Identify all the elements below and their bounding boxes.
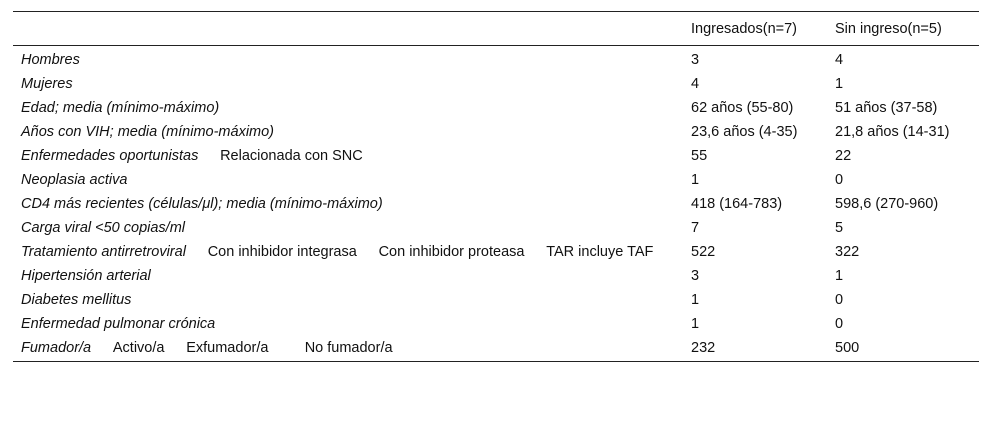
row-label: Carga viral <50 copias/ml — [21, 220, 186, 236]
row-label-cell — [13, 312, 683, 336]
row-label-cell — [13, 168, 683, 192]
row-label: Años con VIH; media (mínimo-máximo) — [21, 124, 275, 140]
row-label: Tratamiento antirretroviral — [21, 244, 186, 260]
row-label-cell — [13, 240, 683, 264]
ingresados-value: 1 — [691, 292, 700, 308]
row-label: Diabetes mellitus — [21, 292, 132, 308]
table-row — [13, 46, 979, 73]
sin-ingreso-value: 51 años (37-58) — [835, 100, 938, 116]
row-label: Enfermedades oportunistas — [21, 148, 199, 164]
sin-ingreso-value: 598,6 (270-960) — [835, 196, 939, 212]
row-sublabel: Relacionada con SNC — [220, 148, 363, 164]
sin-ingreso-value: 1 — [835, 268, 844, 284]
sin-ingreso-value: 500 — [827, 336, 979, 362]
row-label-cell — [13, 264, 683, 288]
ingresados-value: 3 — [691, 52, 700, 68]
table-row — [13, 168, 979, 192]
ingresados-value: 1 — [691, 172, 700, 188]
row-label-cell — [13, 336, 683, 362]
table-row — [13, 216, 979, 240]
table-row — [13, 192, 979, 216]
row-label-cell — [13, 144, 683, 168]
table-row — [13, 336, 979, 362]
row-label-cell — [13, 46, 683, 73]
data-table — [13, 11, 979, 362]
row-label: Hipertensión arterial — [21, 268, 151, 284]
ingresados-value: 3 — [691, 268, 700, 284]
table-row — [13, 264, 979, 288]
table-header — [13, 12, 979, 46]
row-label-cell — [13, 120, 683, 144]
table-row — [13, 312, 979, 336]
ingresados-value: 1 — [691, 316, 700, 332]
header-row — [13, 12, 979, 46]
row-sublabel: Exfumador/a — [186, 340, 269, 356]
ingresados-value: 7 — [691, 220, 700, 236]
row-label-cell — [13, 96, 683, 120]
sin-ingreso-value: 21,8 años (14-31) — [835, 124, 950, 140]
table-row — [13, 72, 979, 96]
row-label: Edad; media (mínimo-máximo) — [21, 100, 220, 116]
row-label-cell — [13, 72, 683, 96]
table-row — [13, 120, 979, 144]
sin-ingreso-value: 322 — [835, 244, 860, 260]
header-cell-ingresados: Ingresados(n=7) — [683, 12, 827, 46]
table-row — [13, 144, 979, 168]
header-cell-sin-ingreso: Sin ingreso(n=5) — [827, 12, 979, 46]
row-label: CD4 más recientes (células/μl); media (mínimo-máximo) — [21, 196, 383, 212]
table-row — [13, 96, 979, 120]
sin-ingreso-value: 0 — [835, 292, 844, 308]
row-label: Neoplasia activa — [21, 172, 128, 188]
ingresados-value: 62 años (55-80) — [691, 100, 794, 116]
row-sublabel: Activo/a — [112, 340, 165, 356]
ingresados-value: 418 (164-783) — [691, 196, 783, 212]
sin-ingreso-value: 1 — [835, 76, 844, 92]
ingresados-value: 4 — [691, 76, 700, 92]
row-sublabel: No fumador/a — [304, 340, 393, 356]
table-body — [13, 46, 979, 362]
row-sublabel: Con inhibidor proteasa — [378, 244, 525, 260]
row-label: Hombres — [21, 52, 80, 68]
ingresados-value: 522 — [691, 244, 716, 260]
sin-ingreso-value: 0 — [835, 172, 844, 188]
row-label-cell — [13, 192, 683, 216]
row-label-cell — [13, 288, 683, 312]
header-cell-empty — [13, 12, 683, 46]
row-sublabel: Con inhibidor integrasa — [207, 244, 357, 260]
sin-ingreso-value: 22 — [835, 148, 852, 164]
ingresados-value: 232 — [683, 336, 827, 362]
row-label: Enfermedad pulmonar crónica — [21, 316, 216, 332]
row-label: Fumador/a — [21, 340, 92, 356]
row-label-cell — [13, 216, 683, 240]
table-row — [13, 288, 979, 312]
row-label: Mujeres — [21, 76, 73, 92]
row-sublabel: TAR incluye TAF — [546, 244, 654, 260]
sin-ingreso-value: 4 — [835, 52, 844, 68]
sin-ingreso-value: 0 — [835, 316, 844, 332]
ingresados-value: 23,6 años (4-35) — [691, 124, 798, 140]
table-row — [13, 240, 979, 264]
sin-ingreso-value: 5 — [835, 220, 844, 236]
ingresados-value: 55 — [691, 148, 708, 164]
